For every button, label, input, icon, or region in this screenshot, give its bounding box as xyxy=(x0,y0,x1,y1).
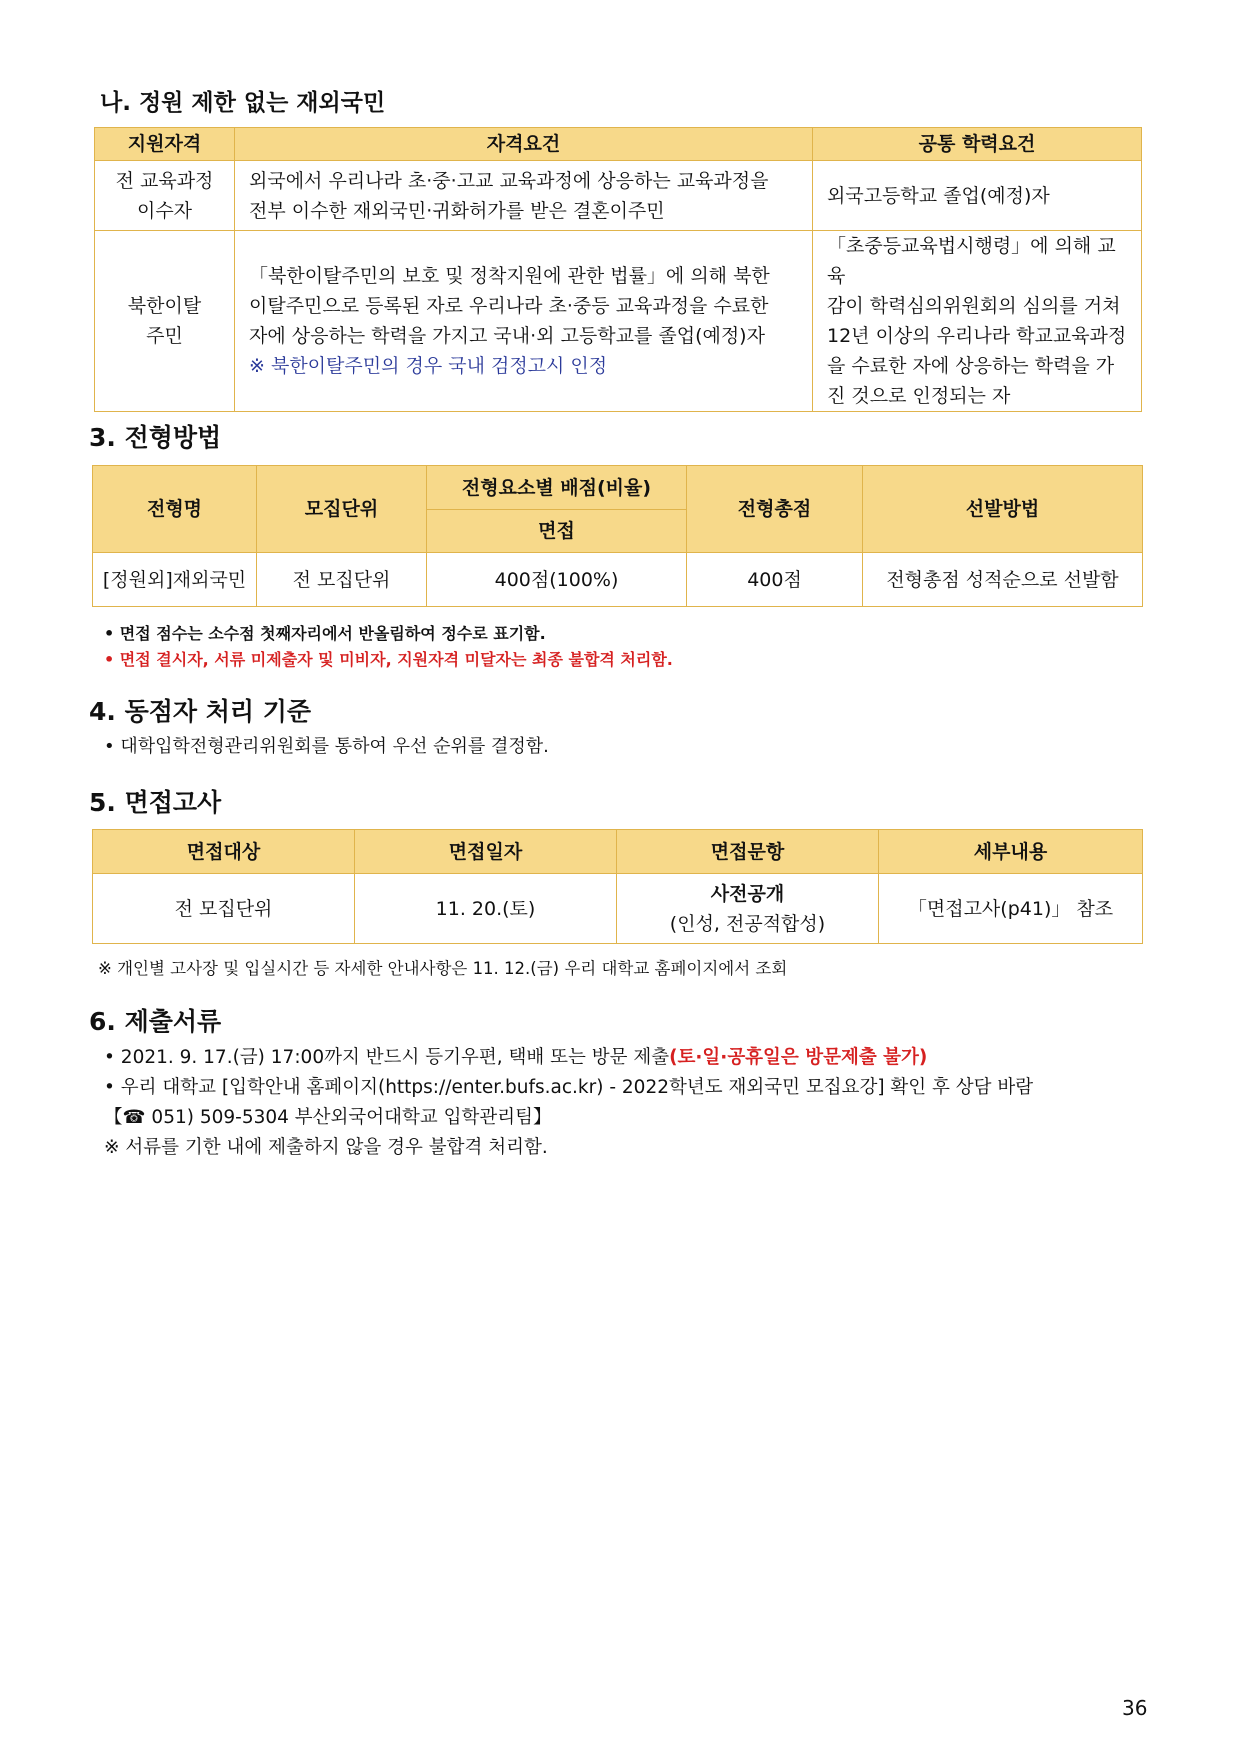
header-name: 전형명 xyxy=(93,466,257,553)
cell-interview: 400점(100%) xyxy=(427,553,687,607)
section6-line2: • 우리 대학교 [입학안내 홈페이지(https://enter.bufs.ac.kr) - 2022학년도 재외국민 모집요강] 확인 후 상담 바람 xyxy=(104,1077,1034,1098)
section6-line3: 【☎ 051) 509-5304 부산외국어대학교 입학관리팀】 xyxy=(104,1107,552,1128)
header-items: 면접문항 xyxy=(617,830,879,874)
section3-note-2: • 면접 결시자, 서류 미제출자 및 미비자, 지원자격 미달자는 최종 불합격 처리함. xyxy=(104,650,673,669)
section-4-title: 4. 동점자 처리 기준 xyxy=(89,697,312,726)
row2-education: 「초중등교육법시행령」에 의해 교육 감이 학력심의위원회의 심의를 거쳐 12년 이상의 우리나라 학교교육과정 을 수료한 자에 상응하는 학력을 가 진 것으로 인정되는 자 xyxy=(813,231,1142,412)
cell-date: 11. 20.(토) xyxy=(355,874,617,944)
header-interview: 면접 xyxy=(427,510,687,553)
section4-text: • 대학입학전형관리위원회를 통하여 우선 순위를 결정함. xyxy=(104,736,549,757)
cell-method: 전형총점 성적순으로 선발함 xyxy=(863,553,1143,607)
row2-note: ※ 북한이탈주민의 경우 국내 검정고시 인정 xyxy=(249,355,608,377)
page-number: 36 xyxy=(1122,1696,1148,1720)
row2-requirement: 「북한이탈주민의 보호 및 정착지원에 관한 법률」에 의해 북한 이탈주민으로 등록된 자로 우리나라 초·중등 교육과정을 수료한 자에 상응하는 학력을 가지고 국내·외 고등학교를 졸업(예정)자 ※ 북한이탈주민의 경우 국내 검정고시 인정 xyxy=(235,231,813,412)
section6-line4: ※ 서류를 기한 내에 제출하지 않을 경우 불합격 처리함. xyxy=(104,1137,548,1158)
cell-unit: 전 모집단위 xyxy=(257,553,427,607)
cell-name: [정원외]재외국민 xyxy=(93,553,257,607)
section-5-title: 5. 면접고사 xyxy=(89,788,222,817)
section-b-title: 나. 정원 제한 없는 재외국민 xyxy=(100,90,386,116)
header-total: 전형총점 xyxy=(687,466,863,553)
cell-items: 사전공개 (인성, 전공적합성) xyxy=(617,874,879,944)
selection-method-table xyxy=(92,465,1143,607)
row1-requirement: 외국에서 우리나라 초·중·고교 교육과정에 상응하는 교육과정을 전부 이수한 재외국민·귀화허가를 받은 결혼이주민 xyxy=(235,161,813,231)
section-6-title: 6. 제출서류 xyxy=(89,1007,222,1036)
section5-note: ※ 개인별 고사장 및 입실시간 등 자세한 안내사항은 11. 12.(금) 우리 대학교 홈페이지에서 조회 xyxy=(98,959,788,978)
header-date: 면접일자 xyxy=(355,830,617,874)
header-target: 면접대상 xyxy=(93,830,355,874)
section-3-title: 3. 전형방법 xyxy=(89,423,222,452)
row1-qualification: 전 교육과정 이수자 xyxy=(95,161,235,231)
cell-target: 전 모집단위 xyxy=(93,874,355,944)
cell-total: 400점 xyxy=(687,553,863,607)
header-unit: 모집단위 xyxy=(257,466,427,553)
row2-qualification: 북한이탈 주민 xyxy=(95,231,235,412)
header-detail: 세부내용 xyxy=(879,830,1143,874)
cell-detail: 「면접고사(p41)」 참조 xyxy=(879,874,1143,944)
header-method: 선발방법 xyxy=(863,466,1143,553)
header-score-group: 전형요소별 배점(비율) xyxy=(427,466,687,510)
header-education: 공통 학력요건 xyxy=(813,128,1142,161)
row1-education: 외국고등학교 졸업(예정)자 xyxy=(813,161,1142,231)
header-requirement: 자격요건 xyxy=(235,128,813,161)
section6-line1: • 2021. 9. 17.(금) 17:00까지 반드시 등기우편, 택배 또는 방문 제출(토·일·공휴일은 방문제출 불가) xyxy=(104,1047,928,1068)
header-qualification: 지원자격 xyxy=(95,128,235,161)
interview-table xyxy=(92,829,1143,944)
eligibility-table xyxy=(94,127,1142,412)
section3-note-1: • 면접 점수는 소수점 첫째자리에서 반올림하여 정수로 표기함. xyxy=(104,624,546,643)
